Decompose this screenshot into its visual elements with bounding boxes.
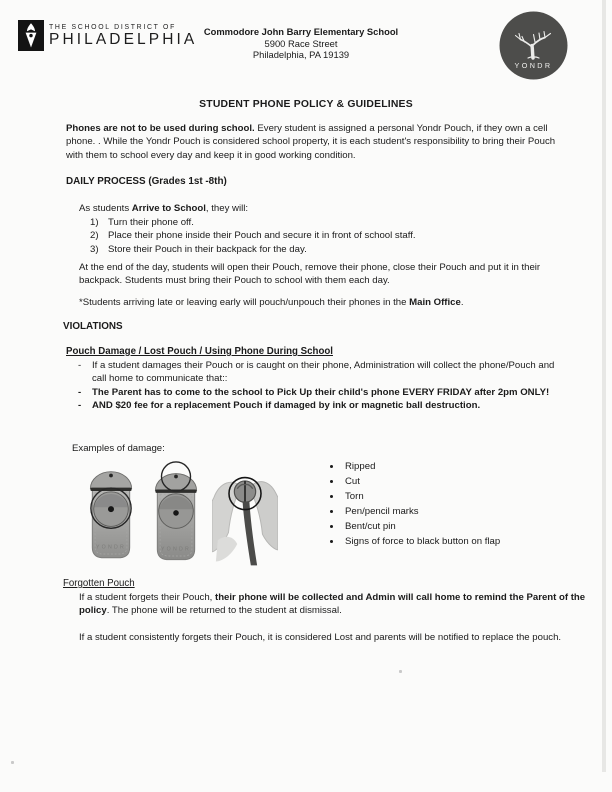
dash-marker: - (78, 360, 82, 371)
damage-examples-list (324, 459, 572, 550)
yondr-logo-label: YONDR (514, 61, 553, 70)
violation-text: AND $20 fee for a replacement Pouch if damaged by ink or magnetic ball destruction. (92, 400, 481, 412)
arrive-line (79, 202, 248, 215)
yondr-logo (499, 11, 568, 80)
dash-marker: - (78, 386, 82, 398)
step-text: Turn their phone off. (108, 217, 194, 228)
damage-example: • Torn (342, 489, 572, 504)
school-district-logo-icon (18, 20, 44, 51)
late-arrival-note (79, 296, 589, 309)
scan-speck (11, 761, 14, 764)
damage-example: • Bent/cut pin (342, 519, 572, 534)
violation-item (78, 399, 564, 412)
district-name-line1: THE SCHOOL DISTRICT OF (49, 24, 176, 31)
step-item (90, 216, 416, 229)
intro-paragraph (66, 122, 566, 162)
damaged-pouch-photo-1 (82, 456, 140, 566)
examples-of-damage-label: Examples of damage: (72, 443, 165, 454)
fp1-pre: If a student forgets their Pouch, (79, 592, 215, 603)
violation-text: If a student damages their Pouch or is caught on their phone, Administration will collect the phone/Pouch and call home to communicate that:: (92, 360, 555, 385)
intro-rest: Every student is assigned a personal Yondr Pouch, if they own a cell phone. . While the Yondr Pouch is considered school property, it is each student's responsibility to bring their Pouch with them to school every day and keep it in good working condition. (66, 123, 556, 161)
violation-text: The Parent has to come to the school to Pick Up their child's phone EVERY FRIDAY after 2pm ONLY! (92, 386, 550, 398)
violations-heading: VIOLATIONS (63, 321, 123, 332)
forgotten-pouch-paragraph-2: If a student consistently forgets their Pouch, it is considered Lost and parents will be notified to replace the pouch. (79, 632, 562, 643)
school-address-line1: 5900 Race Street (264, 37, 338, 49)
daily-process-heading: DAILY PROCESS (Grades 1st -8th) (66, 176, 227, 187)
late-note-post: . (460, 297, 464, 308)
pouch-stamp-label: YONDR (95, 544, 127, 551)
fp1-post: . The phone will be returned to the student at dismissal. (106, 605, 342, 617)
step-number: 3) (90, 243, 99, 255)
step-number: 1) (90, 217, 99, 228)
end-of-day-paragraph: At the end of the day, students will open their Pouch, remove their phone, close their Pouch and put it in their backpack. Students must bring their Pouch to school with them each day. (79, 262, 541, 287)
district-name-line2: PHILADELPHIA (49, 31, 198, 48)
violations-subheading: Pouch Damage / Lost Pouch / Using Phone During School (66, 346, 333, 357)
step-item (90, 243, 416, 256)
step-text: Store their Pouch in their backpack for the day. (108, 243, 307, 255)
intro-bold-lead: Phones are not to be used during school. (66, 123, 255, 134)
damage-example: • Signs of force to black button on flap (342, 534, 572, 549)
violation-item (78, 386, 564, 399)
damage-example: • Pen/pencil marks (342, 504, 572, 519)
dash-marker: - (78, 400, 82, 412)
arrive-text-post: , they will: (205, 203, 249, 214)
late-note-bold: Main Office (409, 297, 461, 308)
forgotten-pouch-paragraph-1 (79, 591, 587, 618)
school-address-line2: Philadelphia, PA 19139 (252, 49, 350, 61)
forgotten-pouch-heading: Forgotten Pouch (63, 578, 135, 589)
damage-example: • Ripped (342, 459, 572, 474)
scan-speck (399, 670, 402, 673)
school-name: Commodore John Barry Elementary School (203, 26, 399, 37)
bent-pin-photo (212, 456, 278, 568)
arrive-text-pre: As students (79, 203, 132, 214)
school-address-block (156, 26, 446, 61)
damage-example: • Cut (342, 474, 572, 489)
violations-list (78, 359, 564, 413)
pouch-stamp-label: YONDR (160, 546, 192, 553)
damaged-pouch-photo-2 (147, 456, 205, 568)
damage-photos (82, 456, 278, 568)
late-note-pre: *Students arriving late or leaving early will pouch/unpouch their phones in the (79, 297, 410, 308)
step-number: 2) (90, 230, 99, 242)
daily-steps-list (90, 216, 416, 256)
step-text: Place their phone inside their Pouch and secure it in front of school staff. (108, 230, 416, 242)
arrive-text-bold: Arrive to School (131, 203, 206, 214)
violation-item (78, 359, 564, 386)
page-title: STUDENT PHONE POLICY & GUIDELINES (199, 99, 413, 110)
scan-edge-artifact (602, 0, 606, 772)
step-item (90, 229, 416, 242)
fp1-bold: their phone will be collected and Admin will call home to remind the Parent of the policy (79, 592, 586, 617)
